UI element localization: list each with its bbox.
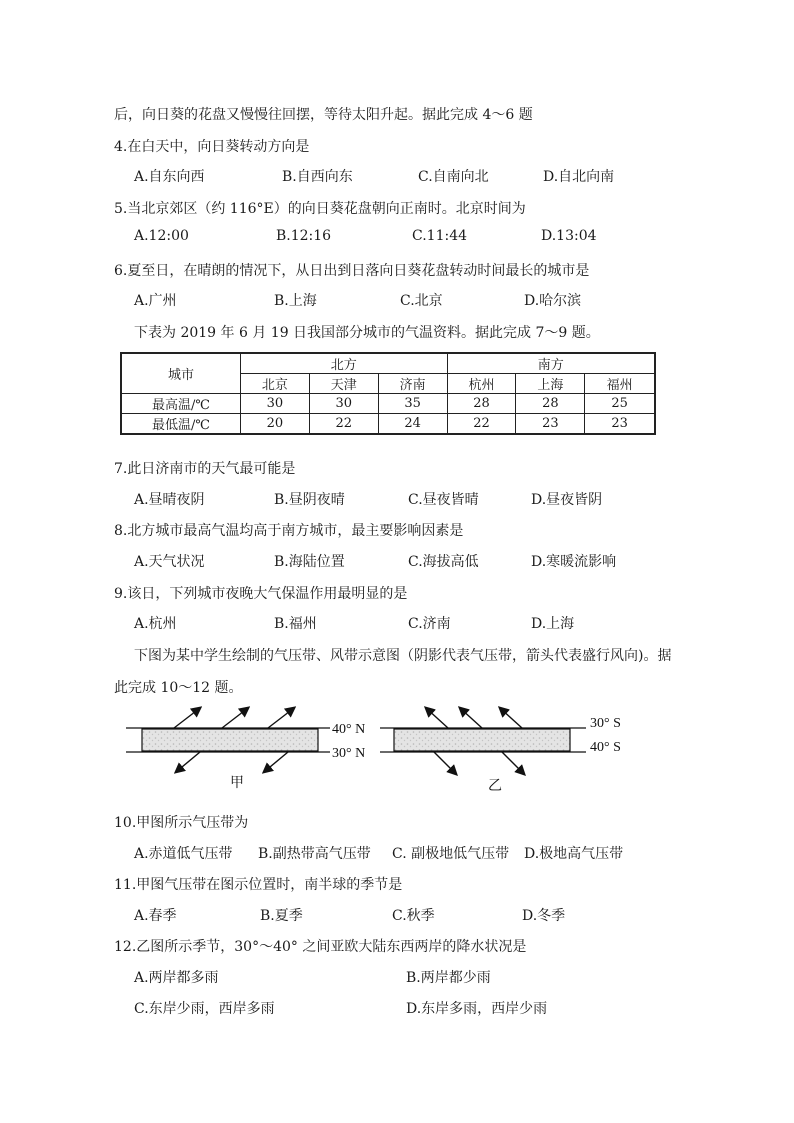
q10-option-c: C. 副极地低气压带 (392, 846, 510, 862)
q5-option-a: A.12:00 (134, 228, 189, 244)
table-cell: 23 (585, 414, 655, 435)
wind-arrow (268, 708, 294, 728)
city-header: 杭州 (447, 374, 516, 394)
table-cell: 28 (447, 394, 516, 414)
table-cell: 35 (378, 394, 447, 414)
table-cell: 30 (309, 394, 378, 414)
q7-option-a: A.昼晴夜阴 (134, 492, 205, 508)
wind-arrow (502, 752, 524, 774)
q7-option-b: B.昼阴夜晴 (274, 492, 345, 508)
q11-option-a: A.春季 (134, 908, 177, 924)
table-cell: 25 (585, 394, 655, 414)
wind-arrow (434, 752, 456, 774)
q12-option-b: B.两岸都少雨 (406, 970, 491, 986)
pressure-belt-jia (142, 729, 318, 751)
table-row-max (121, 394, 655, 414)
q9-option-d: D.上海 (531, 616, 575, 632)
wind-arrow (500, 708, 522, 728)
table-cell: 20 (241, 414, 310, 435)
wind-arrow (176, 752, 200, 772)
q11-option-b: B.夏季 (260, 908, 303, 924)
wind-arrow (460, 708, 482, 728)
label-30s: 30° S (590, 716, 621, 731)
q9-option-c: C.济南 (408, 616, 451, 632)
wind-arrow (222, 708, 248, 728)
row-label: 最高温/℃ (121, 394, 241, 414)
q12-option-d: D.东岸多雨，西岸少雨 (406, 1001, 548, 1017)
q6-option-d: D.哈尔滨 (524, 293, 582, 309)
label-40n: 40° N (332, 722, 366, 737)
city-header: 北京 (241, 374, 310, 394)
q9-option-a: A.杭州 (134, 616, 177, 632)
city-header: 上海 (516, 374, 585, 394)
q5-option-c: C.11:44 (412, 228, 468, 244)
question-12-stem: 12.乙图所示季节，30°～40° 之间亚欧大陆东西两岸的降水状况是 (114, 939, 527, 955)
q12-option-a: A.两岸都多雨 (134, 970, 219, 986)
figure-intro-line-1: 下图为某中学生绘制的气压带、风带示意图（阴影代表气压带，箭头代表盛行风向)。据 (134, 648, 672, 664)
figure-jia (126, 708, 365, 791)
label-30n: 30° N (332, 746, 366, 761)
pressure-belt-diagram (118, 700, 638, 792)
q6-option-c: C.北京 (400, 293, 443, 309)
question-9-stem: 9.该日，下列城市夜晚大气保温作用最明显的是 (114, 586, 408, 602)
question-10-stem: 10.甲图所示气压带为 (114, 815, 249, 831)
intro-line: 后，向日葵的花盘又慢慢往回摆，等待太阳升起。据此完成 4～6 题 (114, 107, 533, 123)
q9-option-b: B.福州 (274, 616, 317, 632)
group-north-header: 北方 (241, 353, 448, 374)
q10-option-d: D.极地高气压带 (524, 846, 624, 862)
table-row-min (121, 414, 655, 435)
city-header: 济南 (378, 374, 447, 394)
q12-option-c: C.东岸少雨，西岸多雨 (134, 1001, 275, 1017)
figure-intro-line-2: 此完成 10～12 题。 (114, 680, 243, 696)
temperature-table (120, 352, 656, 435)
q8-option-a: A.天气状况 (134, 554, 205, 570)
wind-arrow (174, 708, 200, 728)
q11-option-d: D.冬季 (522, 908, 566, 924)
q6-option-a: A.广州 (134, 293, 177, 309)
row-label: 最低温/℃ (121, 414, 241, 435)
q7-option-c: C.昼夜皆晴 (408, 492, 479, 508)
table-cell: 30 (241, 394, 310, 414)
wind-arrow (426, 708, 448, 728)
q10-option-a: A.赤道低气压带 (134, 846, 233, 862)
city-header: 福州 (585, 374, 655, 394)
table-corner-header: 城市 (121, 353, 241, 394)
question-6-stem: 6.夏至日，在晴朗的情况下，从日出到日落向日葵花盘转动时间最长的城市是 (114, 263, 590, 279)
q10-option-b: B.副热带高气压带 (258, 846, 371, 862)
question-5-stem: 5.当北京郊区（约 116°E）的向日葵花盘朝向正南时。北京时间为 (114, 201, 526, 217)
pressure-belt-yi (394, 729, 570, 751)
figure-label-yi: 乙 (488, 778, 502, 792)
table-intro: 下表为 2019 年 6 月 19 日我国部分城市的气温资料。据此完成 7～9 题。 (134, 325, 600, 341)
label-40s: 40° S (590, 740, 621, 755)
question-4-stem: 4.在白天中，向日葵转动方向是 (114, 139, 310, 155)
q5-option-d: D.13:04 (541, 228, 597, 244)
figure-yi (380, 708, 621, 792)
q11-option-c: C.秋季 (392, 908, 435, 924)
q7-option-d: D.昼夜皆阴 (531, 492, 603, 508)
question-8-stem: 8.北方城市最高气温均高于南方城市，最主要影响因素是 (114, 523, 464, 539)
table-cell: 22 (447, 414, 516, 435)
table-cell: 28 (516, 394, 585, 414)
q6-option-b: B.上海 (274, 293, 317, 309)
q4-option-c: C.自南向北 (418, 169, 489, 185)
question-7-stem: 7.此日济南市的天气最可能是 (114, 461, 296, 477)
q8-option-b: B.海陆位置 (274, 554, 345, 570)
q8-option-c: C.海拔高低 (408, 554, 479, 570)
wind-arrow (264, 752, 288, 772)
city-header: 天津 (309, 374, 378, 394)
table-cell: 23 (516, 414, 585, 435)
q5-option-b: B.12:16 (276, 228, 332, 244)
q4-option-d: D.自北向南 (543, 169, 615, 185)
table-cell: 22 (309, 414, 378, 435)
q4-option-b: B.自西向东 (282, 169, 353, 185)
group-south-header: 南方 (447, 353, 655, 374)
figure-label-jia: 甲 (230, 775, 244, 791)
table-cell: 24 (378, 414, 447, 435)
q4-option-a: A.自东向西 (134, 169, 205, 185)
question-11-stem: 11.甲图气压带在图示位置时，南半球的季节是 (114, 877, 403, 893)
q8-option-d: D.寒暖流影响 (531, 554, 617, 570)
